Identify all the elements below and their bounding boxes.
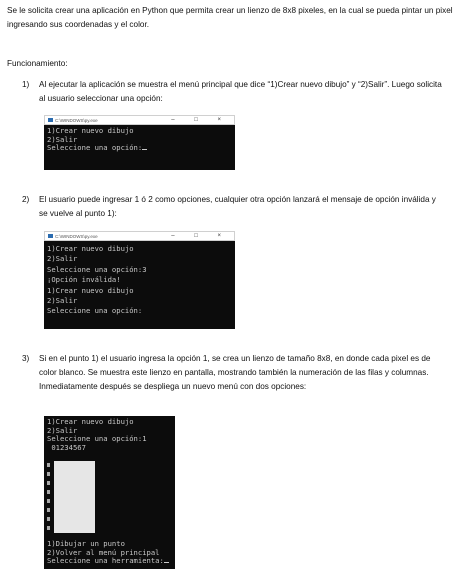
item-text: Si en el punto 1) el usuario ingresa la opción 1, se crea un lienzo de tamaño 8x8, en donde cada pixel es de color blanco. Se muestra este lienzo en pantalla, mostrando también la numeración de las filas y columnas. Inmediatamente después se despliega un nuevo menú con dos opciones: [39,354,431,391]
column-numbers: 01234567 [47,442,86,452]
console-line: 2)Salir [47,254,78,264]
console-output-bottom [47,540,169,566]
console-line: 1)Crear nuevo dibujo [47,417,134,426]
window-controls[interactable]: – □ × [171,233,230,239]
item-number: 1) [22,80,30,89]
console-titlebar [44,231,235,241]
item-text: Al ejecutar la aplicación se muestra el menú principal que dice “1)Crear nuevo dibujo” y “2)Salir”. Luego solicita al usuario seleccionar una opción: [39,80,442,103]
console-line [47,557,169,566]
row-number [47,490,50,494]
item-number: 2) [22,195,30,204]
console-window-2 [44,231,235,329]
list-item-1 [22,78,452,108]
text-cursor [142,149,147,151]
row-number [47,517,50,521]
list-item-3 [22,352,452,410]
console-line: 1)Crear nuevo dibujo [47,285,134,295]
console-line [47,144,147,153]
console-line: Seleccione una opción:3 [47,264,147,274]
console-line: 1)Dibujar un punto [47,539,125,548]
prompt-text: Seleccione una herramienta: [47,556,164,566]
row-numbers [47,461,50,531]
console-line: 2)Salir [47,425,78,435]
window-controls[interactable]: – □ × [171,117,230,123]
console-window-1 [44,115,235,170]
console-output-top [47,418,147,452]
prompt-text: Seleccione una opción: [47,143,143,153]
console-title: C:\WINDOWS\py.exe [55,234,98,239]
row-number [47,472,50,476]
console-line: 2)Volver al menú principal [47,547,160,557]
console-line: Seleccione una opción: [47,306,143,316]
console-line: 1)Crear nuevo dibujo [47,126,134,135]
console-line: 1)Crear nuevo dibujo [47,244,134,253]
console-window-3 [44,416,175,569]
console-line: 2)Salir [47,296,78,306]
console-line: ¡Opción inválida! [47,275,121,285]
row-number [47,463,50,467]
console-titlebar [44,115,235,125]
row-number [47,481,50,485]
console-output [47,127,147,153]
console-title: C:\WINDOWS\py.exe [55,118,98,123]
console-line: Seleccione una opción:1 [47,434,147,444]
intro-paragraph: Se le solicita crear una aplicación en Python que permita crear un lienzo de 8x8 pixeles, en la cual se pueda pintar un pixel ingresando sus coordenadas y el color. [7,6,453,29]
row-number [47,508,50,512]
item-text: El usuario puede ingresar 1 ó 2 como opciones, cualquier otra opción lanzará el mensaje de opción inválida y se vuelve al punto 1): [39,195,436,218]
console-app-icon [48,234,53,238]
row-number [47,526,50,530]
text-cursor [164,562,169,564]
section-title: Funcionamiento: [7,59,68,68]
console-line: 2)Salir [47,134,78,144]
pixel-canvas [54,461,95,533]
console-app-icon [48,118,53,122]
item-number: 3) [22,354,30,363]
list-item-2 [22,193,452,223]
console-output [47,244,147,317]
row-number [47,499,50,503]
